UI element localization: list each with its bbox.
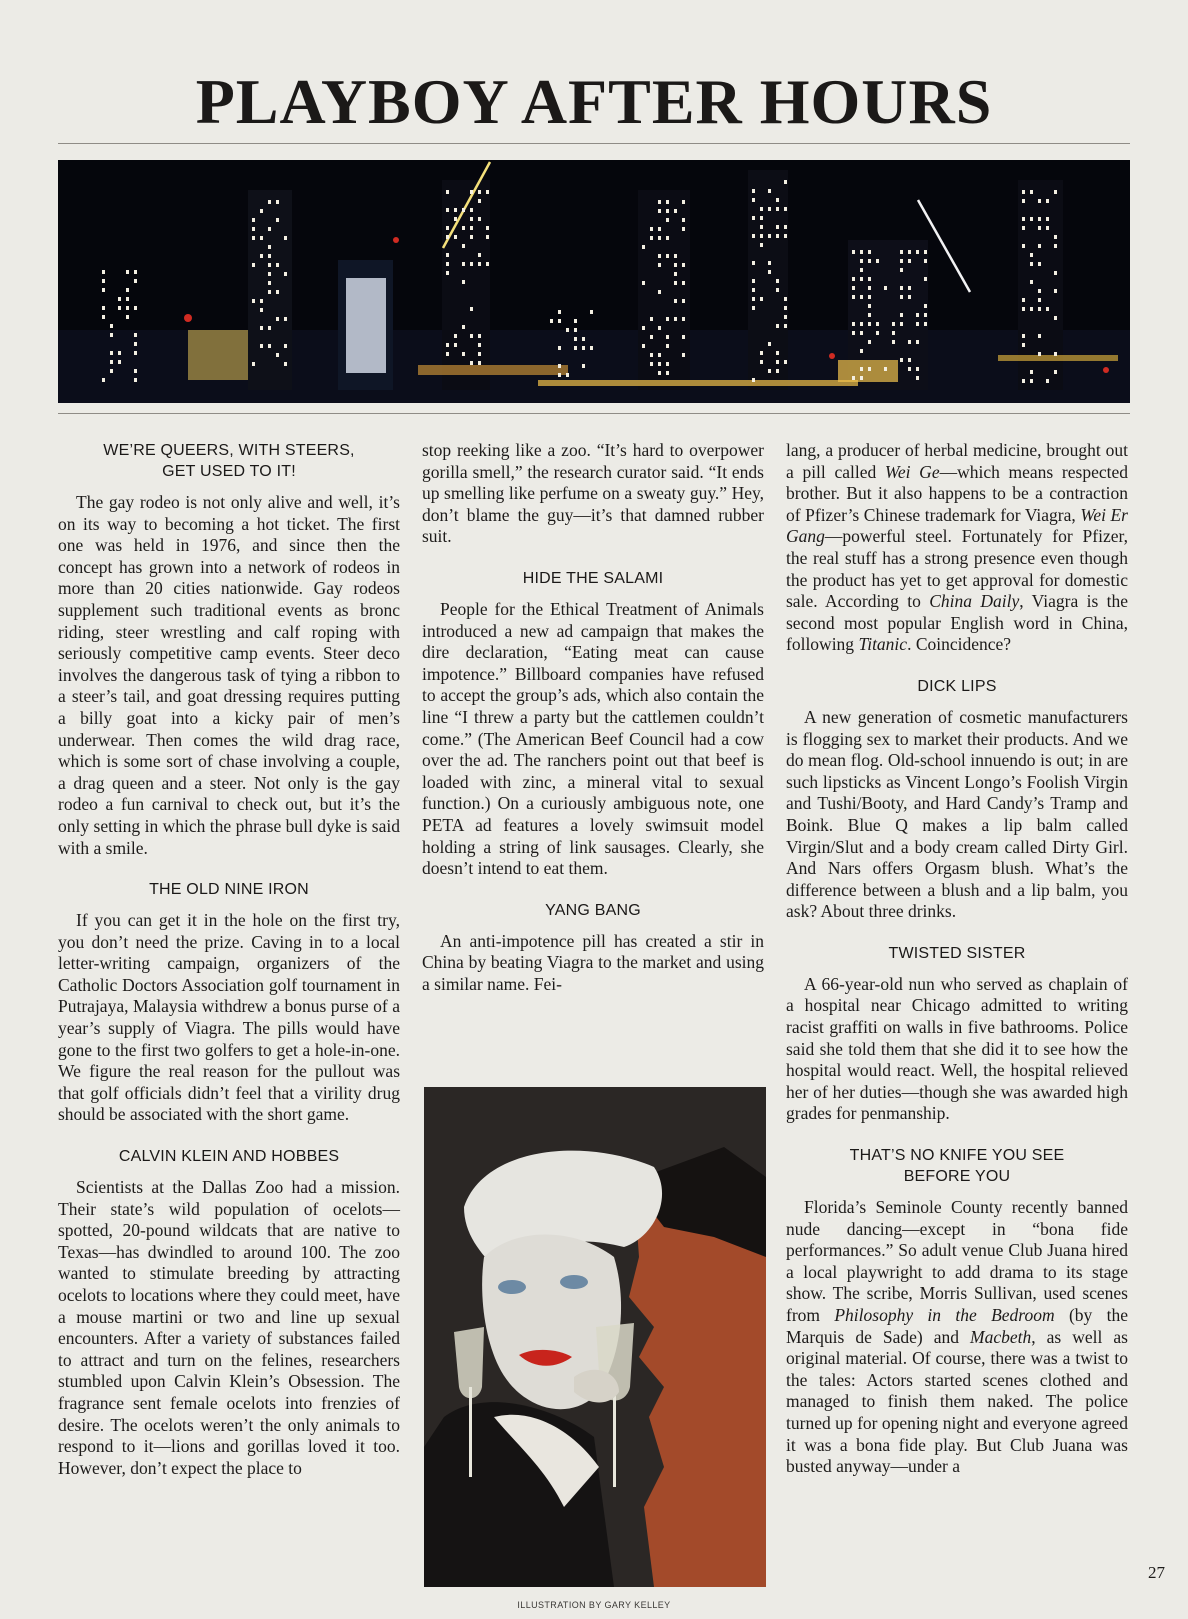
headline-yang-bang: YANG BANG — [545, 901, 641, 919]
article-yang-bang-body-part-2: lang, a producer of herbal medicine, brought out a pill called Wei Ge—which means respected brother. But it also happens to be a contraction of Pfizer’s Chinese trademark for Viagra, Wei Er Gang—powerful steel. Fortunately for Pfizer, the real stuff has a strong presence even though the product has yet to get approval for domestic sale. According to China Daily, Viagra is the second most popular English word in China, following Titanic. Coincidence? — [786, 440, 1129, 655]
couple-champagne-illustration — [424, 1087, 766, 1587]
article-twisted-sister-body: A 66-year-old nun who served as chaplain of a hospital near Chicago admitted to writing racist graffiti on walls in five bathrooms. Police said she told them that she did it to see how the hospital would react. Well, the hospital relieved her of her duties—though she was awarded high grades for penmanship. — [786, 973, 1128, 1124]
illustration-credit: ILLUSTRATION BY GARY KELLEY — [517, 1600, 671, 1610]
headline-queers-line-1: WE’RE QUEERS, WITH STEERS, — [103, 442, 355, 459]
masthead-title: PLAYBOY AFTER HOURS — [195, 66, 993, 137]
article-nine-iron-body: If you can get it in the hole on the first try, you don’t need the prize. Caving in to a local letter-writing campaign, organizers of the Catholic Doctors Association golf tournament in Putrajaya, Malaysia withdrew a bonus purse of a year’s supply of Viagra. The pills would have gone to the first two golfers to get a hole-in-one. We figure the real reason for the pullout was that golf officials didn’t feel that a virility drug should be associated with the short game. — [58, 910, 400, 1125]
article-calvin-klein-body-part-2: stop reeking like a zoo. “It’s hard to overpower gorilla smell,” the research curator said. “It ends up smelling like perfume on a sweaty guy.” Hey, don’t blame the guy—it’s that damned rubber suit. — [422, 440, 764, 547]
article-yang-bang-body-part-1: An anti-impotence pill has created a stir in China by beating Viagra to the market and using a similar name. Fei- — [422, 930, 764, 994]
article-queers-body: The gay rodeo is not only alive and well, it’s on its way to becoming a hot ticket. The first one was held in 1976, and since then the concept has grown into a network of rodeos in more than 20 cities nationwide. Gay rodeos supplement such traditional events as bronc riding, steer wrestling and calf roping with seriously competitive camp events. Steer deco involves the dangerous task of tying a ribbon to a steer’s tail, and goat dressing requires putting a billy goat into a kicky pair of men’s underwear. Then comes the wild drag race, which is some sort of chase involving a couple, a drag queen and a steer. Not only is the gay rodeo a fun carnival to check out, but it’s the only setting in which the phrase bull dyke is said with a smile. — [58, 492, 400, 858]
headline-no-knife-line-2: BEFORE YOU — [903, 1168, 1011, 1186]
headline-calvin-klein: CALVIN KLEIN AND HOBBES — [118, 1148, 340, 1166]
headline-dick-lips: DICK LIPS — [917, 677, 997, 695]
article-no-knife-body: Florida’s Seminole County recently banned nude dancing—except in “bona fide performances.” So adult venue Club Juana hired a local playwright to add drama to its stage show. The scribe, Morris Sullivan, used scenes from Philosophy in the Bedroom (by the Marquis de Sade) and Macbeth, as well as original material. Of course, there was a twist to the tales: Actors started scenes clothed and managed to finish them naked. The police turned up for opening night and everyone agreed it was a bona fide play. But Club Juana was busted anyway—under a — [786, 1197, 1128, 1477]
column-2 — [422, 440, 764, 995]
headline-twisted-sister: TWISTED SISTER — [888, 944, 1026, 962]
headline-nine-iron: THE OLD NINE IRON — [149, 881, 309, 899]
column-3 — [786, 440, 1128, 1478]
page-number: 27 — [1148, 1563, 1165, 1582]
article-dick-lips-body: A new generation of cosmetic manufacturers is flogging sex to market their products. And we do mean flog. Old-school innuendo is out; in are such lipsticks as Vincent Longo’s Foolish Virgin and Tushi/Booty, and Hard Candy’s Tramp and Boink. Blue Q makes a lip balm called Virgin/Slut and a body cream called Dirty Girl. And Nars offers Orgasm blush. What’s the difference between a blush and a lip balm, you ask? About three drinks. — [786, 706, 1128, 922]
top-rule — [58, 143, 1130, 144]
city-skyline-illustration — [58, 160, 1130, 403]
headline-hide-the-salami: HIDE THE SALAMI — [522, 569, 664, 587]
image-bottom-rule — [58, 413, 1130, 414]
article-calvin-klein-body-part-1: Scientists at the Dallas Zoo had a mission. Their state’s wild population of ocelots—spotted, 20-pound wildcats that are native to Texas—has dwindled to around 100. The zoo wanted to stimulate breeding by attracting ocelots to locations where they could meet, have a mouse martini or two and line up sexual encounters. After a variety of substances failed to attract and turn on the felines, researchers stumbled upon Calvin Klein’s Obsession. The fragrance sent female ocelots into frenzies of desire. The ocelots weren’t the only animals to respond to it—lions and gorillas loved it too. However, don’t expect the place to — [58, 1177, 400, 1478]
column-1 — [58, 440, 400, 1479]
headline-queers-line-2: GET USED TO IT! — [162, 463, 296, 480]
article-hide-the-salami-body: People for the Ethical Treatment of Animals introduced a new ad campaign that makes the dire declaration, “Eating meat can cause impotence.” Billboard companies have refused to accept the group’s ads, which also contain the line “I threw a party but the cattlemen couldn’t come.” (The American Beef Council had a cow over the ad. The ranchers point out that beef is loaded with zinc, a mineral vital to sexual function.) On a curiously ambiguous note, one PETA ad features a lovely swimsuit model holding a string of link sausages. Clearly, she doesn’t intend to eat them. — [422, 598, 764, 879]
headline-no-knife-line-1: THAT’S NO KNIFE YOU SEE — [849, 1147, 1065, 1165]
